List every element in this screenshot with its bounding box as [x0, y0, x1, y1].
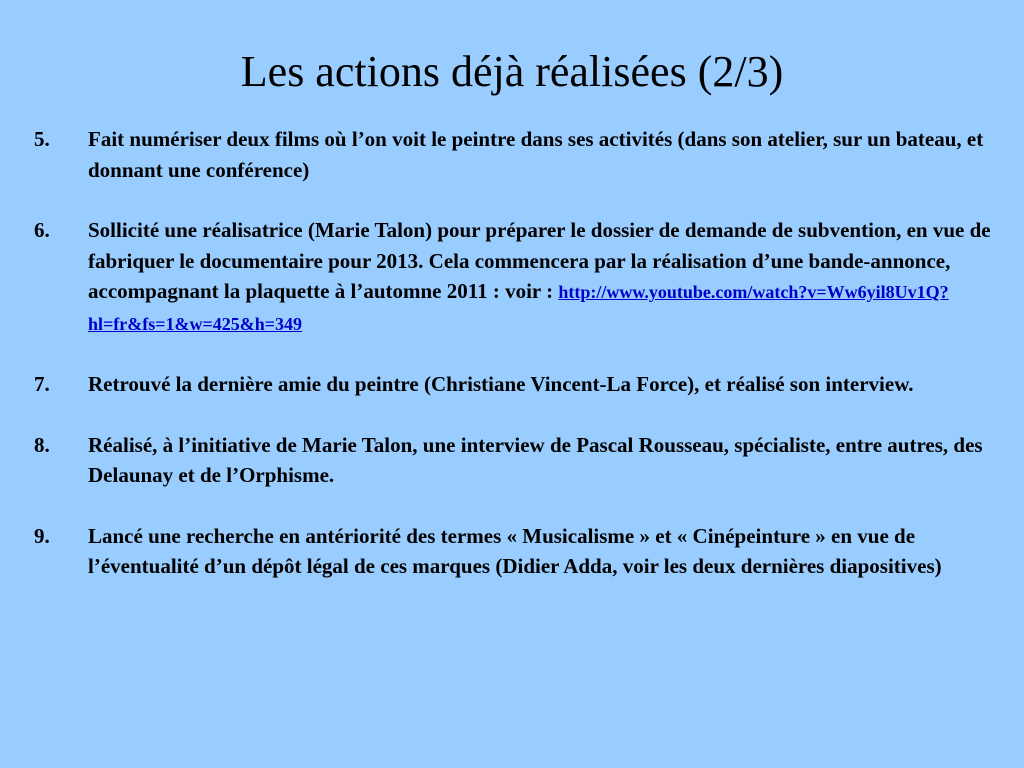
item-number: 5. — [34, 127, 50, 151]
list-item — [34, 124, 996, 185]
item-text-with-link — [88, 215, 996, 339]
item-text: Sollicité une réalisatrice (Marie Talon) pour préparer le dossier de demande de subvention, en vue de fabriquer le documentaire pour 2013. Cela commencera par la réalisation d’une bande-annonce, accompagnant la plaquette à l’automne 2011 : voir : — [88, 218, 991, 303]
list-item — [34, 430, 996, 491]
item-text: Lancé une recherche en antériorité des termes « Musicalisme » et « Cinépeinture » en vue de l’éventualité d’un dépôt légal de ces marques (Didier Adda, voir les deux dernières diapositives) — [88, 523, 942, 578]
youtube-link[interactable]: http://www.youtube.com/watch?v=Ww6yil8Uv1Q?hl=fr&fs=1&w=425&h=349 — [88, 282, 949, 334]
item-number: 6. — [34, 218, 50, 242]
list-item — [34, 215, 996, 339]
item-text: Fait numériser deux films où l’on voit le peintre dans ses activités (dans son atelier, sur un bateau, et donnant une conférence) — [88, 127, 984, 182]
item-number: 9. — [34, 523, 50, 548]
item-number: 7. — [34, 372, 50, 396]
slide-title: Les actions déjà réalisées (2/3) — [240, 47, 784, 96]
item-number: 8. — [34, 432, 50, 457]
list-item — [34, 521, 996, 582]
actions-list — [34, 124, 996, 612]
item-text: Réalisé, à l’initiative de Marie Talon, une interview de Pascal Rousseau, spécialiste, entre autres, des Delaunay et de l’Orphisme. — [88, 432, 983, 487]
list-item — [34, 369, 996, 400]
item-text: Retrouvé la dernière amie du peintre (Christiane Vincent-La Force), et réalisé son interview. — [88, 372, 914, 396]
